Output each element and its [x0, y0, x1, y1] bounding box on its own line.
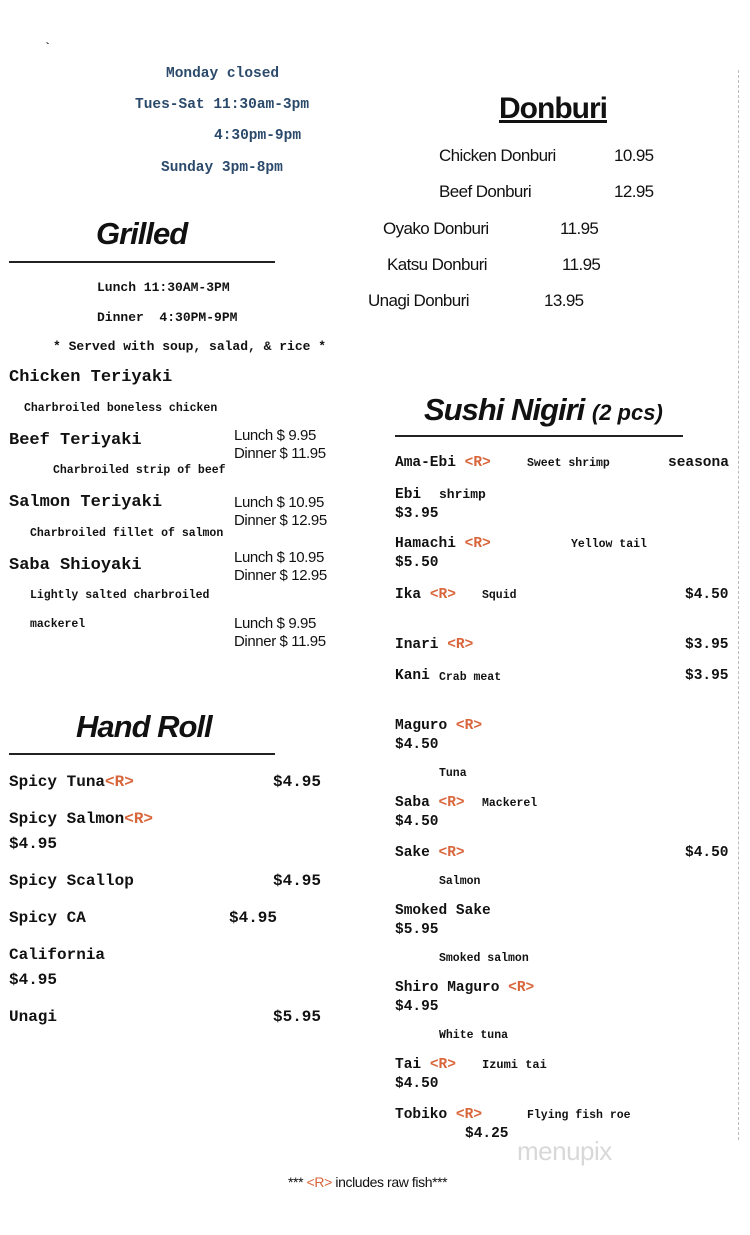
- item-price: $5.95: [395, 922, 439, 938]
- item-price: $5.50: [395, 555, 439, 571]
- item-desc: Charbroiled fillet of salmon: [30, 527, 224, 540]
- hand-roll-title: Hand Roll: [76, 709, 212, 744]
- item-price: 13.95: [544, 291, 584, 310]
- nigiri-item: Shiro Maguro <R>: [395, 980, 535, 996]
- item-name: Saba Shioyaki: [9, 556, 142, 575]
- item-name: Unagi Donburi: [368, 291, 469, 310]
- item-name: Spicy Salmon: [9, 810, 125, 828]
- dinner-price: Dinner $ 11.95: [234, 633, 326, 650]
- item-name: Katsu Donburi: [387, 255, 487, 274]
- item-desc: White tuna: [439, 1029, 509, 1042]
- nigiri-item: Saba <R>: [395, 795, 465, 811]
- nigiri-item: Hamachi <R>: [395, 536, 491, 552]
- raw-tag: <R>: [105, 773, 134, 791]
- dinner-price: Dinner $ 11.95: [234, 445, 326, 462]
- item-price: $4.50: [395, 814, 439, 830]
- item-desc: Izumi tai: [482, 1058, 547, 1072]
- donburi-title: Donburi: [499, 92, 607, 125]
- raw-tag: <R>: [124, 810, 154, 828]
- nigiri-subtitle: (2 pcs): [591, 400, 663, 425]
- item-name: Beef Teriyaki: [9, 431, 142, 450]
- nigiri-item: Maguro <R>: [395, 718, 483, 734]
- grilled-lunch-hours: Lunch 11:30AM-3PM: [97, 280, 230, 295]
- nigiri-item: Sake <R>: [395, 845, 465, 861]
- item-price: $4.50: [685, 587, 729, 603]
- divider: [395, 435, 683, 437]
- item-desc: Salmon: [439, 875, 481, 888]
- item-desc: shrimp: [439, 487, 486, 502]
- hours-evening: 4:30pm-9pm: [214, 128, 302, 144]
- item-price: $4.95: [273, 872, 322, 890]
- item-price: $4.50: [685, 845, 729, 861]
- item-price: $4.95: [395, 999, 439, 1015]
- divider: [9, 261, 275, 263]
- item-name: Smoked Sake: [395, 903, 491, 919]
- item-desc: Yellow tail: [571, 538, 647, 551]
- lunch-price: Lunch $ 9.95: [234, 427, 316, 444]
- hand-roll-item: [9, 811, 153, 827]
- grilled-dinner-hours: Dinner 4:30PM-9PM: [97, 310, 238, 325]
- item-price: $3.95: [395, 506, 439, 522]
- nigiri-item: Ika <R>: [395, 587, 456, 603]
- stray-mark: `: [44, 41, 52, 55]
- nigiri-title: Sushi Nigiri (2 pcs): [424, 392, 663, 427]
- nigiri-item: Tai <R>: [395, 1057, 456, 1073]
- item-name: Chicken Teriyaki: [9, 368, 173, 387]
- nigiri-item: Tobiko <R>: [395, 1107, 483, 1123]
- divider: [9, 753, 275, 755]
- item-price: $4.50: [395, 1076, 439, 1092]
- item-price: 10.95: [614, 146, 654, 165]
- hours-tues-sat: Tues-Sat 11:30am-3pm: [135, 97, 310, 113]
- item-name: Spicy Tuna: [9, 773, 106, 791]
- lunch-price: Lunch $ 10.95: [234, 494, 324, 511]
- hours-sunday: Sunday 3pm-8pm: [161, 160, 283, 176]
- item-price: $4.25: [465, 1126, 509, 1142]
- item-desc: Flying fish roe: [527, 1109, 631, 1122]
- item-name: Ebi: [395, 487, 422, 503]
- item-desc: Charbroiled boneless chicken: [24, 402, 218, 415]
- dinner-price: Dinner $ 12.95: [234, 567, 327, 584]
- item-desc: mackerel: [30, 618, 86, 631]
- item-name: Beef Donburi: [439, 182, 532, 201]
- item-desc: Sweet shrimp: [527, 457, 610, 470]
- item-price: 11.95: [560, 219, 599, 238]
- item-price: $4.95: [273, 773, 322, 791]
- item-desc: Crab meat: [439, 671, 502, 684]
- nigiri-item: Ama-Ebi <R>: [395, 455, 491, 471]
- item-name: Spicy CA: [9, 909, 86, 927]
- raw-fish-footnote: *** <R> includes raw fish***: [288, 1174, 448, 1190]
- item-price: 11.95: [562, 255, 601, 274]
- item-desc: Tuna: [439, 767, 467, 780]
- grilled-title: Grilled: [96, 216, 188, 251]
- item-name: Salmon Teriyaki: [9, 493, 163, 512]
- hours-monday: Monday closed: [166, 66, 280, 82]
- nigiri-item: Inari <R>: [395, 637, 474, 653]
- item-price: $4.95: [9, 971, 58, 989]
- item-price: $3.95: [685, 668, 729, 684]
- grilled-note: * Served with soup, salad, & rice *: [53, 339, 327, 354]
- item-desc: Mackerel: [482, 797, 538, 810]
- item-desc: Smoked salmon: [439, 952, 529, 965]
- item-desc: Charbroiled strip of beef: [53, 464, 226, 477]
- item-price: $4.95: [9, 835, 58, 853]
- item-name: Unagi: [9, 1008, 58, 1026]
- item-price: $4.95: [229, 909, 278, 927]
- lunch-price: Lunch $ 9.95: [234, 615, 316, 632]
- item-desc: Lightly salted charbroiled: [30, 589, 210, 602]
- item-name: Spicy Scallop: [9, 872, 134, 890]
- item-price: 12.95: [614, 182, 654, 201]
- item-price: $4.50: [395, 737, 439, 753]
- item-price: seasona: [668, 455, 729, 471]
- lunch-price: Lunch $ 10.95: [234, 549, 324, 566]
- item-name: Kani: [395, 668, 430, 684]
- item-price: $5.95: [273, 1008, 322, 1026]
- item-name: Oyako Donburi: [383, 219, 489, 238]
- hand-roll-item: [9, 774, 134, 790]
- item-desc: Squid: [482, 589, 517, 602]
- watermark: menupix: [517, 1136, 612, 1166]
- item-price: $3.95: [685, 637, 729, 653]
- dinner-price: Dinner $ 12.95: [234, 512, 327, 529]
- page-fold-line: [738, 70, 739, 1140]
- item-name: Chicken Donburi: [439, 146, 556, 165]
- item-name: California: [9, 946, 106, 964]
